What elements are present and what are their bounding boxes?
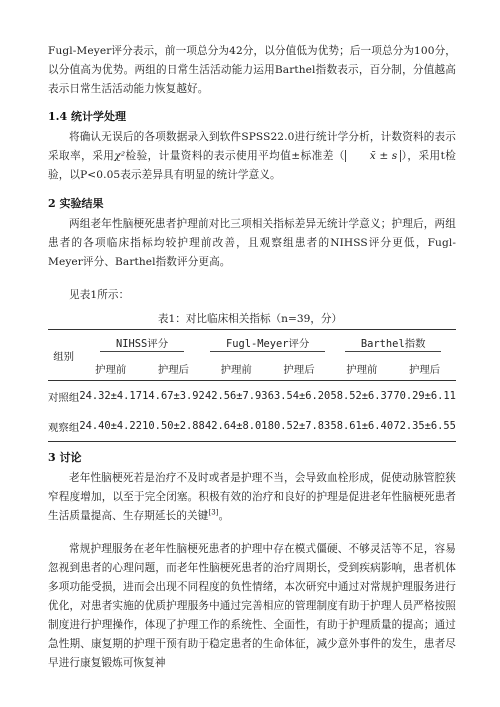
- table-cell: 70.29±6.11: [393, 390, 456, 402]
- paragraph-text: 见表1所示：: [69, 289, 130, 301]
- table-cell: 63.54±6.20: [267, 390, 331, 402]
- mean-sd-formula: x̄ ± s: [345, 150, 402, 162]
- paragraph-results: [48, 215, 456, 272]
- paragraph-text: 老年性脑梗死若是治疗不及时或者是护理不当，会导致血栓形成，促使动脉管腔狭窄程度增加，以至于完全闭塞。积极有效的治疗和良好的护理是促进老年性脑梗死患者生活质量提高、生存期延长的关键: [48, 472, 456, 522]
- citation-reference: [3]: [208, 508, 219, 517]
- paragraph-text: 常规护理服务在老年性脑梗死患者的护理中存在模式僵硬、不够灵活等不足，容易忽视到患者的心理问题，而老年性脑梗死患者的治疗周期长，受到疾病影响，患者机体多项功能受损，进而会出现不同程度的负性情绪，本次研究中通过对常规护理服务进行优化，对患者实施的优质护理服务中通过完善相应的管理制度有助于护理人员严格按照制度进行护理操作，体现了护理工作的系统性、全面性，有助于护理质量的提高；通过急性期、康复期的护理干预有助于稳定患者的生命体征，减少意外事件的发生，患者尽早进行康复锻炼可恢复神: [48, 543, 456, 669]
- sub-header-after: 护理后: [393, 356, 456, 381]
- table-cell: 14.67±3.92: [142, 390, 205, 402]
- paragraph-discussion-2: [48, 540, 456, 673]
- row-group-label: 观察组: [48, 411, 79, 442]
- row-group-label: 对照组: [48, 391, 80, 404]
- paragraph-text: 将确认无误后的各项数据录入到软件SPSS22.0进行统计学分析，计数资料的表示采取率，采用: [48, 131, 456, 162]
- sub-header-after: 护理后: [142, 356, 205, 381]
- paragraph-scoring-methods: [48, 42, 456, 99]
- table-cell: 80.52±7.83: [268, 411, 331, 442]
- paragraph-text: 两组老年性脑梗死患者护理前对比三项相关指标差异无统计学意义；护理后，两组患者的各项临床指标均较护理前改善，且观察组患者的NIHSS评分更低，Fugl-Meyer评分、Barthel指数评分更高。: [48, 218, 456, 268]
- paragraph-text: Fugl-Meyer评分表示，前一项总分为42分，以分值低为优势；后一项总分为100分，以分值高为优势。两组的日常生活活动能力运用Barthel指数表示，百分制，分值越高表示日常生活活动能力恢复越好。: [48, 45, 456, 95]
- paragraph-table-reference: [48, 286, 456, 305]
- table-cell: 42.56±7.93: [204, 390, 268, 402]
- table-caption: 表1：对比临床相关指标（n=39，分）: [157, 313, 343, 325]
- paragraph-discussion-1: 老年性脑梗死若是治疗不及时或者是护理不当，会导致血栓形成，促使动脉管腔狭窄程度增加，以至于完全闭塞。积极有效的治疗和良好的护理是促进老年性脑梗死患者生活质量提高、生存期延长的关键[3]。: [48, 472, 456, 522]
- table-cell: 24.32±4.17: [79, 390, 142, 402]
- table-cell: 58.61±6.40: [330, 411, 393, 442]
- section-heading-statistics: 1.4 统计学处理: [48, 110, 126, 123]
- paragraph-statistics: [48, 128, 456, 185]
- metric-header-barthel: Barthel指数: [330, 330, 456, 357]
- table-cell: 10.50±2.88: [142, 411, 205, 442]
- table-cell: 24.40±4.22: [79, 411, 142, 442]
- section-heading-discussion: 3 讨论: [48, 451, 82, 464]
- table-cell: 72.35±6.55: [393, 411, 456, 442]
- table-row-control: [48, 381, 456, 412]
- clinical-indicators-table: [48, 329, 456, 442]
- section-heading-results: 2 实验结果: [48, 197, 104, 210]
- sub-header-after: 护理后: [268, 356, 331, 381]
- table-cell: 42.64±8.01: [205, 411, 268, 442]
- sub-header-before: 护理前: [79, 356, 142, 381]
- sub-header-before: 护理前: [205, 356, 268, 381]
- paragraph-text: 检验，计量资料的表示使用平均值±标准差（: [125, 150, 345, 162]
- table-row-observation: [48, 411, 456, 442]
- table-cell: 58.52±6.37: [330, 390, 394, 402]
- chi-square-symbol: χ²: [114, 150, 126, 162]
- paragraph-text: ），采用t检验，以P<0.05表示差异具有明显的统计学意义。: [48, 150, 456, 181]
- metric-header-fugl-meyer: Fugl-Meyer评分: [205, 330, 331, 357]
- sub-header-before: 护理前: [330, 356, 393, 381]
- metric-header-nihss: NIHSS评分: [79, 330, 205, 357]
- group-column-header: 组别: [48, 330, 79, 381]
